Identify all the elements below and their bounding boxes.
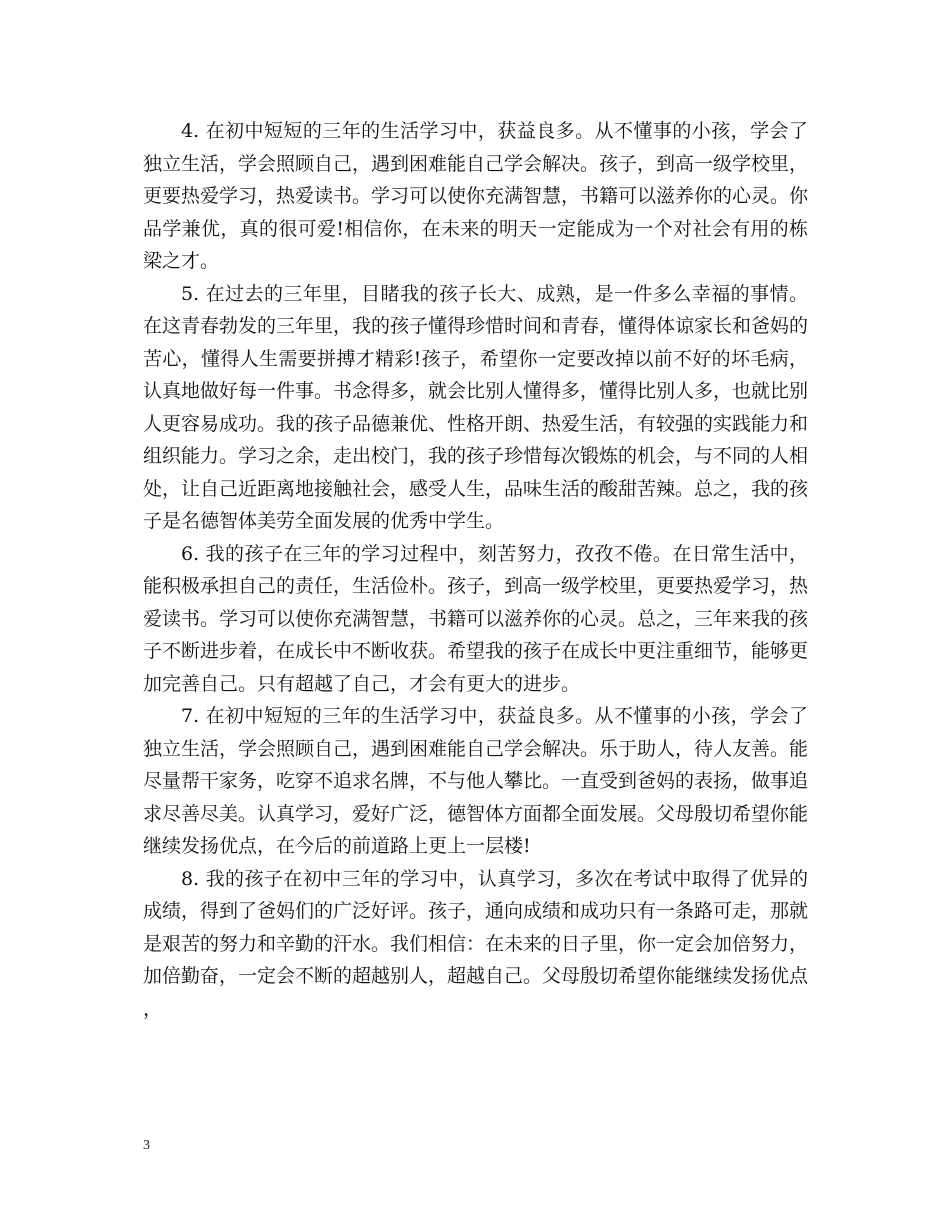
paragraph-4: 4. 在初中短短的三年的生活学习中，获益良多。从不懂事的小孩，学会了独立生活，学会照顾自己，遇到困难能自己学会解决。孩子，到高一级学校里，更要热爱学习，热爱读书。学习可以使你充满智慧，书籍可以滋养你的心灵。你品学兼优，真的很可爱!相信你，在未来的明天一定能成为一个对社会有用的栋梁之才。 <box>143 120 809 272</box>
paragraph-8: 8. 我的孩子在初中三年的学习中，认真学习，多次在考试中取得了优异的成绩，得到了爸妈们的广泛好评。孩子，通向成绩和成功只有一条路可走，那就是艰苦的努力和辛勤的汗水。我们相信：在未来的日子里，你一定会加倍努力，加倍勤奋，一定会不断的超越别人，超越自己。父母殷切希望你能继续发扬优点， <box>143 867 809 1020</box>
page-number: 3 <box>143 1138 150 1153</box>
paragraph-6: 6. 我的孩子在三年的学习过程中，刻苦努力，孜孜不倦。在日常生活中，能积极承担自己的责任，生活俭朴。孩子，到高一级学校里，更要热爱学习，热爱读书。学习可以使你充满智慧，书籍可以滋养你的心灵。总之，三年来我的孩子不断进步着，在成长中不断收获。希望我的孩子在成长中更注重细节，能够更加完善自己。只有超越了自己，才会有更大的进步。 <box>143 542 809 695</box>
paragraph-7: 7. 在初中短短的三年的生活学习中，获益良多。从不懂事的小孩，学会了独立生活，学会照顾自己，遇到困难能自己学会解决。乐于助人，待人友善。能尽量帮干家务，吃穿不追求名牌，不与他人攀比。一直受到爸妈的表扬，做事追求尽善尽美。认真学习，爱好广泛，德智体方面都全面发展。父母殷切希望你能继续发扬优点，在今后的前道路上更上一层楼! <box>143 705 809 857</box>
paragraph-5: 5. 在过去的三年里，目睹我的孩子长大、成熟，是一件多么幸福的事情。在这青春勃发的三年里，我的孩子懂得珍惜时间和青春，懂得体谅家长和爸妈的苦心，懂得人生需要拼搏才精彩!孩子，希望你一定要改掉以前不好的坏毛病，认真地做好每一件事。书念得多，就会比别人懂得多，懂得比别人多，也就比别人更容易成功。我的孩子品德兼优、性格开朗、热爱生活，有较强的实践能力和组织能力。学习之余，走出校门，我的孩子珍惜每次锻炼的机会，与不同的人相处，让自己近距离地接触社会，感受人生，品味生活的酸甜苦辣。总之，我的孩子是名德智体美劳全面发展的优秀中学生。 <box>143 282 809 532</box>
document-body <box>143 115 808 1025</box>
